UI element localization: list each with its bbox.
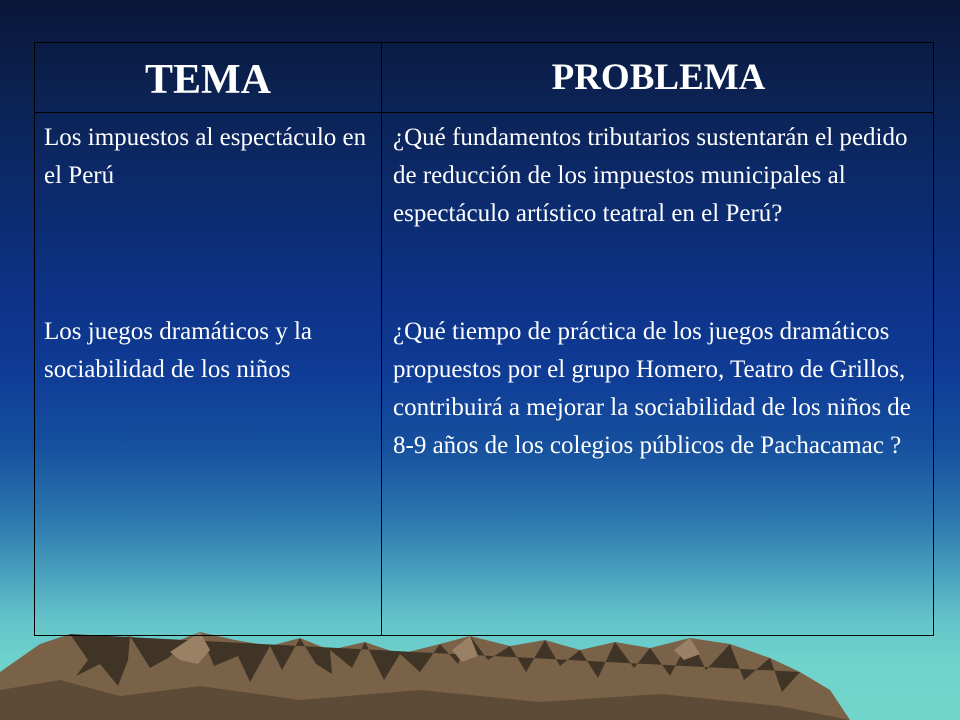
column-divider — [381, 43, 382, 635]
header-tema: TEMA — [145, 56, 271, 103]
header-problema: PROBLEMA — [551, 57, 766, 98]
problema-cell: ¿Qué fundamentos tributarios sustentarán el pedido de reducción de los impuestos municipales al espectáculo artístico teatral en el Perú? — [393, 124, 908, 227]
tema-cell: Los juegos dramáticos y la sociabilidad de los niños — [44, 318, 312, 383]
tema-problema-table — [34, 42, 934, 636]
problema-cell: ¿Qué tiempo de práctica de los juegos dramáticos propuestos por el grupo Homero, Teatro de Grillos, contribuirá a mejorar la sociabilidad de los niños de 8-9 años de los colegios públicos de Pachacamac ? — [393, 318, 911, 459]
tema-cell: Los impuestos al espectáculo en el Perú — [44, 124, 367, 189]
